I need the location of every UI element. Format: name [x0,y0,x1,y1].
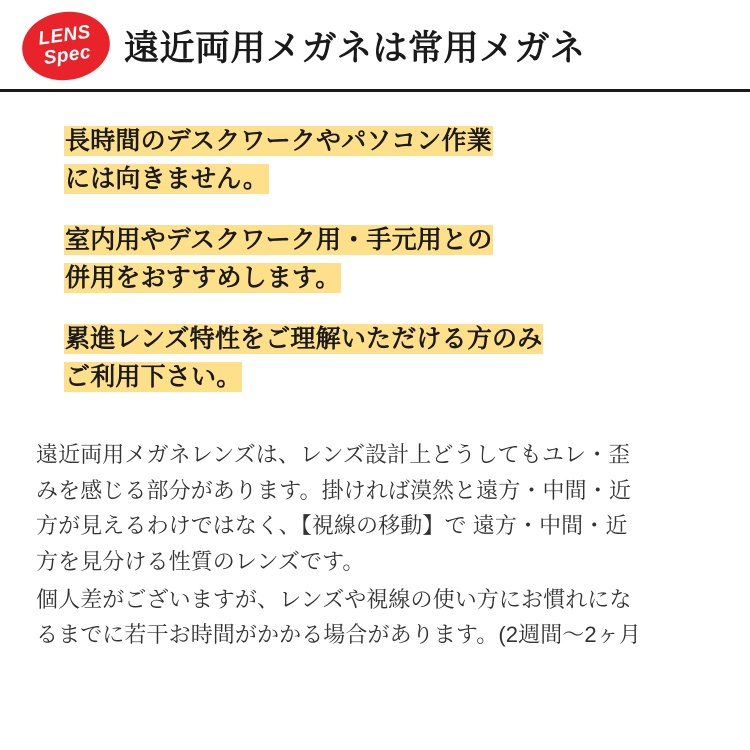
highlight-text: 室内用やデスクワーク用・手元用との [65,226,493,254]
page-title: 遠近両用メガネは常用メガネ [124,29,586,68]
highlight-section [0,92,750,396]
highlight-line [64,259,750,297]
body-paragraph [36,437,710,580]
highlight-line [64,122,750,160]
page-header [0,0,750,92]
header-divider [0,89,750,92]
highlight-text: 長時間のデスクワークやパソコン作業 [65,127,492,155]
badge-label-lens: LENS [37,21,93,50]
highlight-text: ご利用下さい。 [65,363,242,391]
body-line: るまでに若干お時間がかかる場合があります。(2週間～2ヶ月 [36,622,641,648]
highlight-line [64,358,750,396]
highlight-paragraph [64,320,750,396]
highlight-text: 併用をおすすめします。 [65,264,341,292]
highlight-paragraph [64,122,750,198]
body-line: 個人差がございますが、レンズや視線の使い方にお慣れにな [36,586,632,612]
highlight-text: 累進レンズ特性をご理解いただける方のみ [65,325,543,353]
body-line: 方を見分ける性質のレンズです。 [36,548,365,574]
lens-spec-badge [18,6,115,86]
body-line: みを感じる部分があります。掛ければ漠然と遠方・中間・近 [36,477,631,503]
highlight-line [64,320,750,358]
body-section [0,419,750,653]
highlight-line [64,160,750,198]
highlight-line [64,221,750,259]
highlight-text: には向きません。 [65,165,269,193]
body-paragraph [36,582,710,653]
body-line: 遠近両用メガネレンズは、レンズ設計上どうしてもユレ・歪 [36,442,631,467]
badge-label-spec: Spec [42,41,93,70]
body-line: 方が見えるわけではなく、【視線の移動】で 遠方・中間・近 [36,513,628,539]
highlight-paragraph [64,221,750,297]
